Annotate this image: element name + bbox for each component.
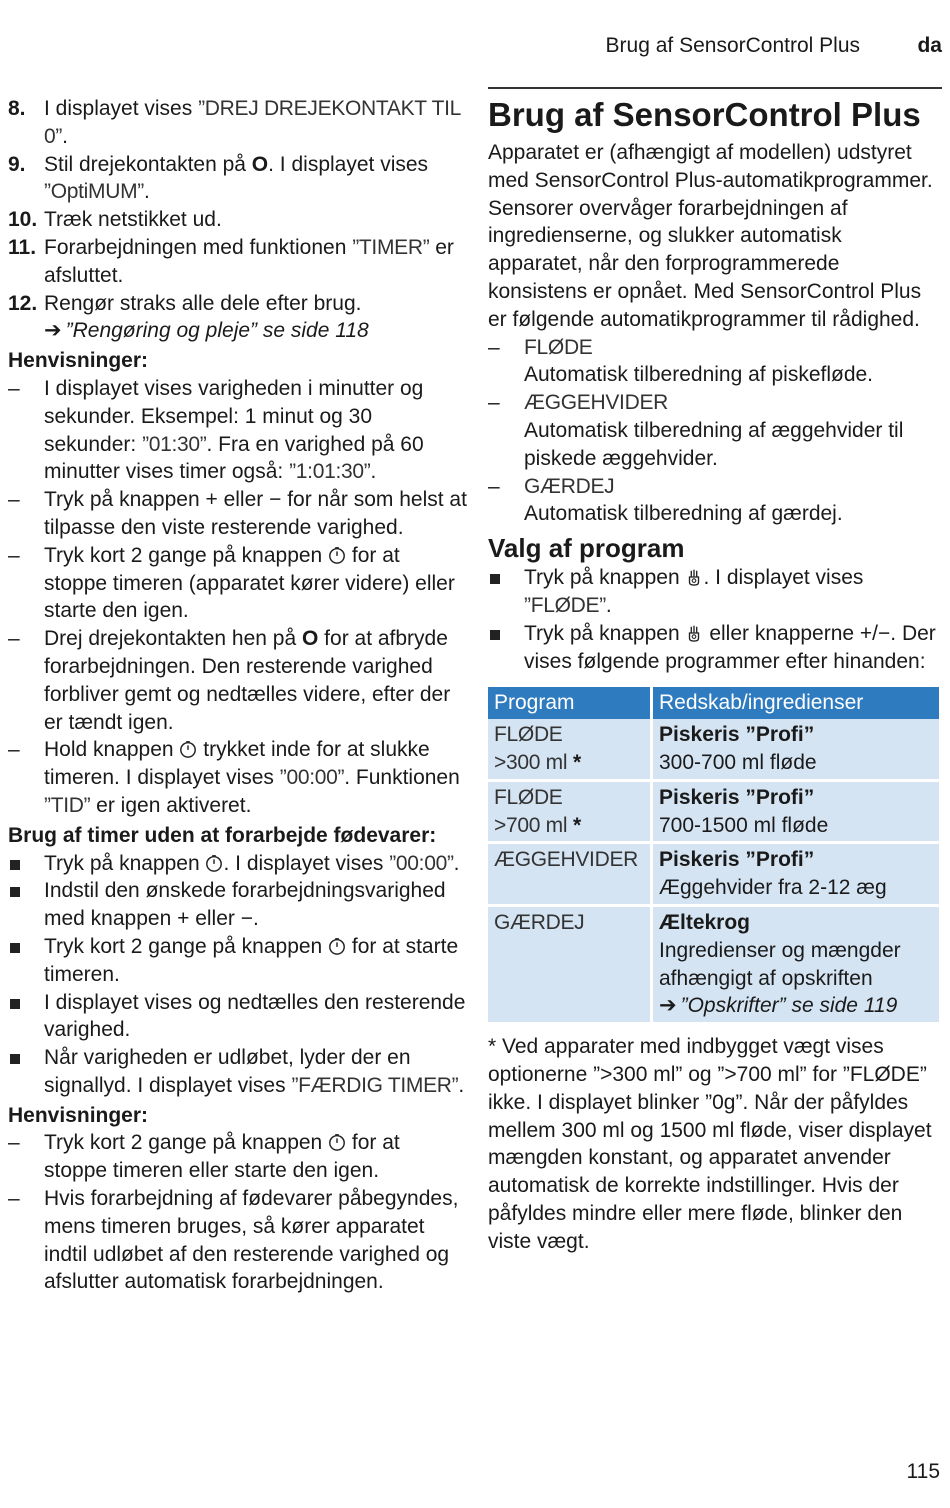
- item-text: Tryk på knappen: [524, 566, 686, 590]
- step-number: 12.: [8, 291, 38, 315]
- tool-name: Piskeris ”Profi”: [659, 785, 815, 809]
- note-item: [8, 486, 468, 542]
- dash-bullet: –: [8, 627, 20, 651]
- step-text: Træk netstikket ud.: [44, 208, 222, 232]
- program-item: [488, 334, 942, 390]
- timer-item: [8, 933, 468, 989]
- table-row: [488, 782, 942, 845]
- tool-name: Piskeris ”Profi”: [659, 848, 815, 872]
- cross-reference-text: ”Rengøring og pleje” se side 118: [65, 319, 369, 343]
- note-text: Tryk kort 2 gange på knappen: [44, 543, 329, 567]
- ingredient-text: 300-700 ml fløde: [659, 750, 817, 774]
- dash-bullet: –: [8, 1131, 20, 1155]
- table-row: [488, 844, 942, 907]
- timer-icon: [328, 546, 346, 564]
- program-description: Automatisk tilberedning af piskefløde.: [524, 363, 874, 387]
- header-rule: [488, 87, 942, 89]
- item-text: Tryk på knappen: [44, 851, 206, 875]
- note-text-mid: . Funktionen: [344, 766, 460, 790]
- table-row: [488, 719, 942, 782]
- display-text: ”DREJ DREJEKONTAKT TIL 0”: [44, 97, 461, 148]
- notes-heading: Henvisninger:: [8, 349, 149, 373]
- tool-cell: [653, 907, 942, 1025]
- step-number: 11.: [8, 235, 37, 259]
- program-cell: [488, 719, 653, 782]
- program-label: FLØDE: [494, 785, 563, 809]
- step-text: I displayet vises: [44, 97, 199, 120]
- page-header: [480, 34, 942, 64]
- item-text: I displayet vises og nedtælles den resterende varighed.: [44, 990, 466, 1042]
- note-item: [8, 542, 468, 625]
- step-12: [8, 290, 468, 346]
- header-title: Brug af SensorControl Plus: [605, 34, 860, 57]
- arrow-right-icon: ➔: [659, 994, 677, 1018]
- note-item: [8, 375, 468, 486]
- footnote: * Ved apparater med indbygget vægt vises optionerne ”>300 ml” og ”>700 ml” for ”FLØDE” ikke. I displayet blinker ”0g”. Når der påfyldes mellem 300 ml og 1500 ml fløde, viser displayet mængden konstant, og apparatet anvender automatisk de korrekte indstillinger. Hvis der påfyldes mindre eller mere fløde, blinker den viste vægt.: [488, 1035, 932, 1253]
- step-text: Forarbejdningen med funktionen: [44, 235, 353, 259]
- display-text: ”00:00”: [389, 851, 454, 875]
- ingredient-text: Æggehvider fra 2-12 æg: [659, 876, 887, 900]
- item-text-end: for at starte timeren.: [44, 934, 459, 986]
- step-text-end: .: [143, 180, 150, 204]
- square-bullet: [10, 1054, 20, 1064]
- section-title: Brug af SensorControl Plus: [488, 96, 921, 133]
- column-header: Redskab/ingredienser: [653, 687, 942, 719]
- program-option: >300 ml: [494, 750, 568, 774]
- program-description: Automatisk tilberedning af æggehvider til piskede æggehvider.: [524, 418, 904, 470]
- program-name: FLØDE: [524, 335, 593, 359]
- square-bullet: [10, 943, 20, 953]
- step-10: [8, 206, 468, 234]
- program-item: [488, 389, 942, 472]
- display-text: ”TID”: [44, 793, 91, 817]
- note-text-end: er igen aktiveret.: [90, 793, 252, 817]
- display-text: ”FLØDE”: [524, 593, 606, 617]
- square-bullet: [10, 999, 20, 1009]
- timer-item: [8, 989, 468, 1045]
- note-text: Hold knappen: [44, 738, 180, 762]
- display-text: ”FÆRDIG TIMER”: [291, 1073, 459, 1097]
- timer-icon: [328, 1133, 346, 1151]
- note-text-mid: trykket inde for at slukke timeren. I displayet vises: [44, 738, 430, 790]
- step-text-end: .: [62, 124, 68, 148]
- note-item: [8, 625, 468, 736]
- cross-reference[interactable]: [44, 317, 468, 345]
- right-column: [488, 95, 942, 1255]
- step-text-end: er afsluttet.: [44, 235, 454, 287]
- program-cell: [488, 907, 653, 1025]
- note-text-end: .: [370, 460, 377, 484]
- item-text: Tryk på knappen: [524, 621, 686, 645]
- dash-bullet: –: [488, 391, 500, 415]
- program-cell: [488, 844, 653, 907]
- step-8: [8, 95, 468, 151]
- note-item: [8, 736, 468, 819]
- square-bullet: [10, 860, 20, 870]
- page-number: 115: [906, 1460, 940, 1483]
- off-position-icon: O: [302, 627, 319, 651]
- dash-bullet: –: [488, 335, 500, 359]
- program-label: ÆGGEHVIDER: [494, 848, 639, 872]
- timer-item: [8, 1044, 468, 1100]
- dash-bullet: –: [8, 376, 20, 400]
- dash-bullet: –: [8, 543, 20, 567]
- left-column: [8, 95, 468, 1296]
- square-bullet: [490, 574, 500, 584]
- notes-heading-2: Henvisninger:: [8, 1103, 149, 1127]
- note-item: [8, 1129, 468, 1185]
- step-11: [8, 234, 468, 290]
- select-item: [488, 564, 942, 620]
- item-text-mid: . I displayet vises: [703, 566, 864, 590]
- note-text: Hvis forarbejdning af fødevarer påbegyndes, mens timeren bruges, så kører apparatet indtil udløbet af den resterende varighed og afslutter automatisk forarbejdningen.: [44, 1187, 459, 1294]
- program-option: >700 ml: [494, 813, 568, 837]
- program-label: FLØDE: [494, 723, 563, 747]
- tool-cell: [653, 782, 942, 845]
- ingredient-text: 700-1500 ml fløde: [659, 813, 829, 837]
- tool-cell: [653, 844, 942, 907]
- intro-paragraph: Apparatet er (afhængigt af modellen) udstyret med SensorControl Plus-automatikprogrammer. Sensorer overvåger forarbejdningen af ingredienserne, og slukker automatisk apparatet, når den forprogrammerede konsistens er opnået. Med SensorControl Plus er følgende automatikprogrammer til rådighed.: [488, 141, 933, 331]
- step-text: Rengør straks alle dele efter brug.: [44, 291, 362, 315]
- note-item: [8, 1185, 468, 1296]
- note-text-end: for at afbryde forarbejdningen. Den resterende varighed forbliver gemt og nedtælles videre, efter der er tændt igen.: [44, 627, 451, 734]
- header-language: da: [917, 34, 942, 57]
- program-item: [488, 473, 942, 529]
- item-text-mid: . I displayet vises: [223, 851, 390, 875]
- timer-heading: Brug af timer uden at forarbejde fødevarer:: [8, 823, 437, 847]
- program-description: Automatisk tilberedning af gærdej.: [524, 502, 843, 526]
- note-text-end: for at stoppe timeren (apparatet kører videre) eller starte den igen.: [44, 543, 455, 623]
- display-text: ”OptiMUM”: [44, 180, 144, 204]
- program-name: GÆRDEJ: [524, 474, 615, 498]
- display-text: ”TIMER”: [352, 235, 430, 259]
- note-text: Drej drejekontakten hen på: [44, 627, 302, 651]
- step-number: 9.: [8, 152, 26, 176]
- sensor-program-icon: [685, 568, 703, 586]
- item-text-end: .: [453, 851, 460, 875]
- step-9: [8, 151, 468, 207]
- footnote-marker: *: [567, 813, 582, 837]
- cross-reference[interactable]: [659, 992, 933, 1020]
- item-text: Tryk kort 2 gange på knappen: [44, 934, 329, 958]
- note-text: Tryk kort 2 gange på knappen: [44, 1131, 329, 1155]
- timer-icon: [179, 740, 197, 758]
- note-text-mid: . Fra en varighed på 60 minutter vises timer også:: [44, 432, 424, 484]
- timer-item: [8, 877, 468, 933]
- select-heading: Valg af program: [488, 533, 685, 564]
- timer-icon: [205, 854, 223, 872]
- program-table: [488, 687, 942, 1025]
- item-text-end: .: [605, 593, 612, 617]
- square-bullet: [490, 630, 500, 640]
- tool-name: Piskeris ”Profi”: [659, 723, 815, 747]
- timer-icon: [328, 937, 346, 955]
- note-text-end: for at stoppe timeren eller starte den igen.: [44, 1131, 400, 1183]
- dash-bullet: –: [8, 488, 20, 512]
- item-text: Indstil den ønskede forarbejdningsvarighed med knappen + eller −.: [44, 879, 446, 931]
- off-position-icon: O: [251, 152, 269, 176]
- program-name: ÆGGEHVIDER: [524, 391, 669, 415]
- item-text: Når varigheden er udløbet, lyder der en signallyd. I displayet vises: [44, 1046, 411, 1097]
- table-header-row: [488, 687, 942, 719]
- step-text: Stil drejekontakten på: [44, 152, 252, 176]
- column-header: Program: [488, 687, 653, 719]
- item-text-end: .: [458, 1073, 465, 1097]
- dash-bullet: –: [8, 1187, 20, 1211]
- cross-reference-text: ”Opskrifter” se side 119: [680, 994, 898, 1018]
- arrow-right-icon: ➔: [44, 319, 62, 343]
- ingredient-text: Ingredienser og mængder afhængigt af opskriften: [659, 938, 901, 990]
- sensor-program-icon: [685, 624, 703, 642]
- display-text: ”01:30”: [142, 432, 207, 456]
- display-text: ”1:01:30”: [289, 460, 371, 484]
- step-text-mid: . I displayet vises: [268, 152, 429, 176]
- tool-cell: [653, 719, 942, 782]
- timer-item: [8, 850, 468, 878]
- step-number: 8.: [8, 97, 26, 120]
- display-text: ”00:00”: [279, 766, 345, 790]
- select-item: [488, 620, 942, 676]
- table-row: [488, 907, 942, 1025]
- tool-name: Æltekrog: [659, 910, 751, 934]
- item-text-mid: eller knapperne +/−. Der vises følgende programmer efter hinanden:: [524, 621, 936, 673]
- dash-bullet: –: [8, 738, 20, 762]
- note-text: I displayet vises varigheden i minutter og sekunder. Eksempel: 1 minut og 30 sekunder:: [44, 376, 424, 456]
- step-number: 10.: [8, 208, 38, 232]
- dash-bullet: –: [488, 474, 500, 498]
- program-cell: [488, 782, 653, 845]
- program-label: GÆRDEJ: [494, 910, 585, 934]
- note-text: Tryk på knappen + eller − for når som helst at tilpasse den viste resterende varighed.: [44, 488, 467, 539]
- square-bullet: [10, 887, 20, 897]
- footnote-marker: *: [567, 750, 582, 774]
